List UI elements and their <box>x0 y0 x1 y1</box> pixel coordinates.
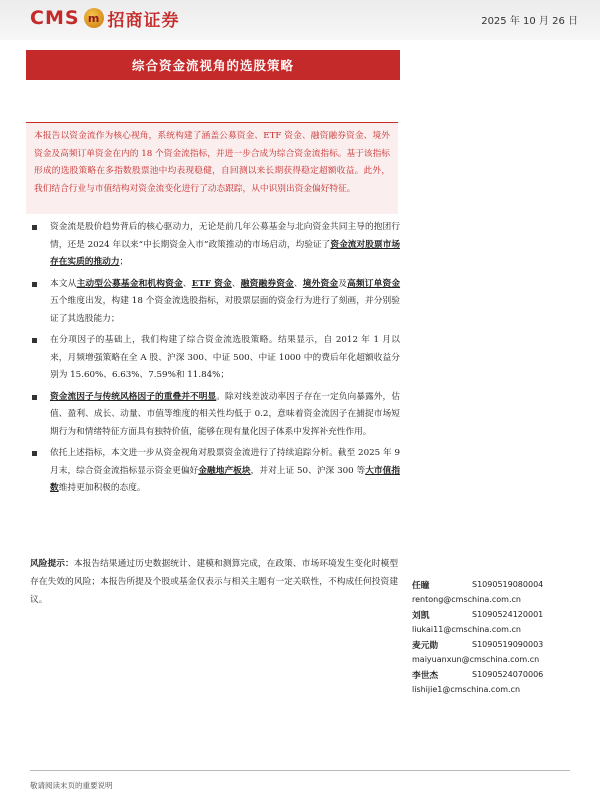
key-point-highlight: ETF 资金 <box>191 278 232 289</box>
analyst-list <box>412 577 592 697</box>
key-point-highlight: 资金流因子与传统风格因子的重叠并不明显 <box>50 391 217 402</box>
analyst-email[interactable]: maiyuanxun@cmschina.com.cn <box>412 655 540 664</box>
bullet-square-icon <box>32 282 37 287</box>
analyst-entry <box>412 637 592 667</box>
page-header <box>0 0 600 40</box>
analyst-entry <box>412 577 592 607</box>
analyst-email[interactable]: rentong@cmschina.com.cn <box>412 595 521 604</box>
key-point-text: 。除对线差波动率因子存在一定负向暴露外，估值、盈利、成长、动量、市值等维度的相关性均低于 0.2，意味着资金流因子在捕捉市场短期行为和情绪特征方面具有独特价值，能够在现有量化因子体系中发挥补充性作用。 <box>50 391 401 437</box>
bullet-square-icon <box>32 225 37 230</box>
key-point-highlight: 大市值指数 <box>50 465 401 493</box>
bullet-square-icon <box>32 451 37 456</box>
key-point-highlight: 高频订单资金 <box>347 278 401 289</box>
analyst-entry <box>412 667 592 697</box>
key-point-highlight: 境外资金 <box>302 278 339 289</box>
cms-logo <box>30 4 180 32</box>
footer-note: 敬请阅读末页的重要说明 <box>30 781 113 790</box>
analyst-entry <box>412 607 592 637</box>
key-point-highlight: 主动型公募基金和机构资金 <box>76 278 183 289</box>
key-point-text: ； <box>119 257 129 267</box>
key-point-4 <box>30 389 400 442</box>
key-point-text: 维持更加积极的态度。 <box>58 483 146 493</box>
report-title: 综合资金流视角的选股策略 <box>26 50 400 80</box>
key-point-text: 、 <box>293 278 303 289</box>
risk-text: 本报告结果通过历史数据统计、建模和测算完成，在政策、市场环境发生变化时模型存在失效的风险；本报告所提及个股或基金仅表示与相关主题有一定关联性，不构成任何投资建议。 <box>30 559 399 605</box>
key-point-text: 五个维度出发，构建 18 个资金流选股指标，对股票层面的资金行为进行了刻画，并分别验证了其选股能力； <box>50 296 400 324</box>
key-point-3 <box>30 332 400 385</box>
logo-emblem-icon: m <box>84 8 104 28</box>
key-point-1 <box>30 219 400 272</box>
analyst-license: S1090519080004 <box>472 580 544 589</box>
analyst-license: S1090524070006 <box>472 670 544 679</box>
key-points <box>30 219 400 498</box>
risk-label: 风险提示： <box>30 559 74 569</box>
bullet-square-icon <box>32 338 37 343</box>
analyst-license: S1090524120001 <box>472 610 544 619</box>
analyst-name: 刘凯 <box>412 610 430 621</box>
abstract-box: 本报告以资金流作为核心视角，系统构建了涵盖公募资金、ETF 资金、融资融券资金、境外资金及高频订单资金在内的 18 个资金流指标，并进一步合成为综合资金流指标。基于该指标形成的选股策略在多指数股票池中均表现稳健，自回测以来长期获得稳定超额收益。此外，我们结合行业与市值结构对资金流变化进行了动态跟踪，从中识别出资金偏好特征。 <box>26 122 398 214</box>
key-point-text: 、 <box>231 278 241 289</box>
key-point-text: 及 <box>338 278 348 289</box>
key-point-highlight: 资金流对股票市场存在实质的推动力 <box>50 239 401 267</box>
analyst-email[interactable]: lishijie1@cmschina.com.cn <box>412 685 521 694</box>
analyst-name: 李世杰 <box>412 670 439 681</box>
key-point-text: 资金流是股价趋势背后的核心驱动力，无论是前几年公募基金与北向资金共同主导的抱团行情，还是 2024 年以来“中长期资金入市”政策推动的市场启动，均验证了 <box>50 222 400 250</box>
key-point-text: 在分项因子的基础上，我们构建了综合资金流选股策略。结果显示，自 2012 年 1 月以来，月频增强策略在全 A 股、沪深 300、中证 500、中证 1000 中的费后年化超额收益分别为 15.60%、6.63%、7.59%和 11.84%； <box>50 335 400 380</box>
footer-divider <box>30 770 570 771</box>
key-point-5 <box>30 445 400 498</box>
logo-latin-text: CMS <box>30 7 80 29</box>
risk-warning <box>30 555 398 609</box>
report-date: 2025 年 10 月 26 日 <box>481 16 578 27</box>
analyst-name: 麦元勋 <box>412 640 439 651</box>
key-point-text: 本文从 <box>50 278 77 289</box>
analyst-license: S1090519090003 <box>472 640 544 649</box>
key-point-text: 、 <box>182 278 192 289</box>
key-point-text: ，并对上证 50、沪深 300 等 <box>250 465 366 476</box>
key-point-highlight: 融资融券资金 <box>240 278 294 289</box>
logo-chinese-text: 招商证券 <box>107 10 180 31</box>
key-point-text: 依托上述指标，本文进一步从资金视角对股票资金流进行了持续追踪分析。截至 2025 年 9 月末，综合资金流指标显示资金更偏好 <box>50 448 400 476</box>
key-point-2 <box>30 276 400 329</box>
key-point-highlight: 金融地产板块 <box>198 465 251 476</box>
bullet-square-icon <box>32 395 37 400</box>
analyst-name: 任瞳 <box>412 580 430 591</box>
analyst-email[interactable]: liukai11@cmschina.com.cn <box>412 625 521 634</box>
